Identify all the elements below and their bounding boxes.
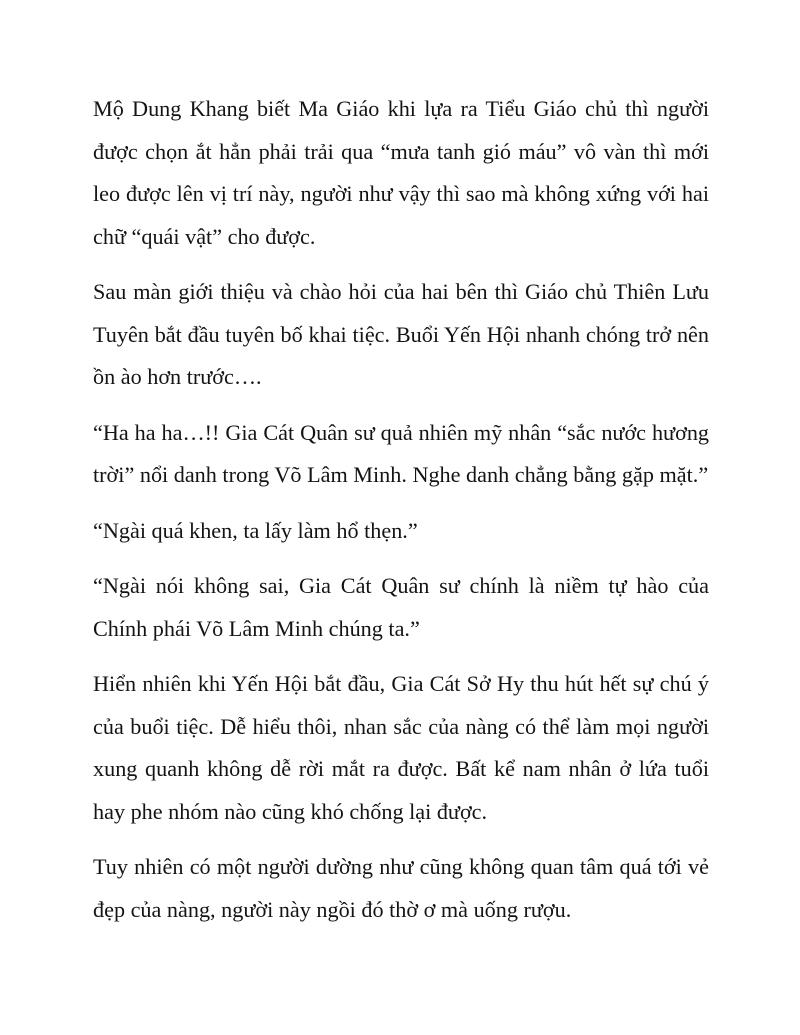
paragraph-2: Sau màn giới thiệu và chào hỏi của hai bên thì Giáo chủ Thiên Lưu Tuyên bắt đầu tuyên bố khai tiệc. Buổi Yến Hội nhanh chóng trở nên ồn ào hơn trước….	[93, 279, 709, 389]
paragraph-7: Tuy nhiên có một người dường như cũng không quan tâm quá tới vẻ đẹp của nàng, người này ngồi đó thờ ơ mà uống rượu.	[93, 854, 709, 922]
paragraph-3: “Ha ha ha…!! Gia Cát Quân sư quả nhiên mỹ nhân “sắc nước hương trời” nổi danh trong Võ Lâm Minh. Nghe danh chẳng bằng gặp mặt.”	[93, 419, 709, 487]
paragraph-6: Hiển nhiên khi Yến Hội bắt đầu, Gia Cát Sở Hy thu hút hết sự chú ý của buổi tiệc. Dễ hiểu thôi, nhan sắc của nàng có thể làm mọi người xung quanh không dễ rời mắt ra được. Bất kể nam nhân ở lứa tuổi hay phe nhóm nào cũng khó chống lại được.	[93, 671, 709, 824]
paragraph-4: “Ngài quá khen, ta lấy làm hổ thẹn.”	[93, 517, 418, 543]
paragraph-1: Mộ Dung Khang biết Ma Giáo khi lựa ra Tiểu Giáo chủ thì người được chọn ắt hẳn phải trải qua “mưa tanh gió máu” vô vàn thì mới leo được lên vị trí này, người như vậy thì sao mà không xứng với hai chữ “quái vật” cho được.	[93, 96, 709, 249]
paragraph-5: “Ngài nói không sai, Gia Cát Quân sư chính là niềm tự hào của Chính phái Võ Lâm Minh chúng ta.”	[93, 573, 709, 641]
document-page	[93, 88, 709, 944]
